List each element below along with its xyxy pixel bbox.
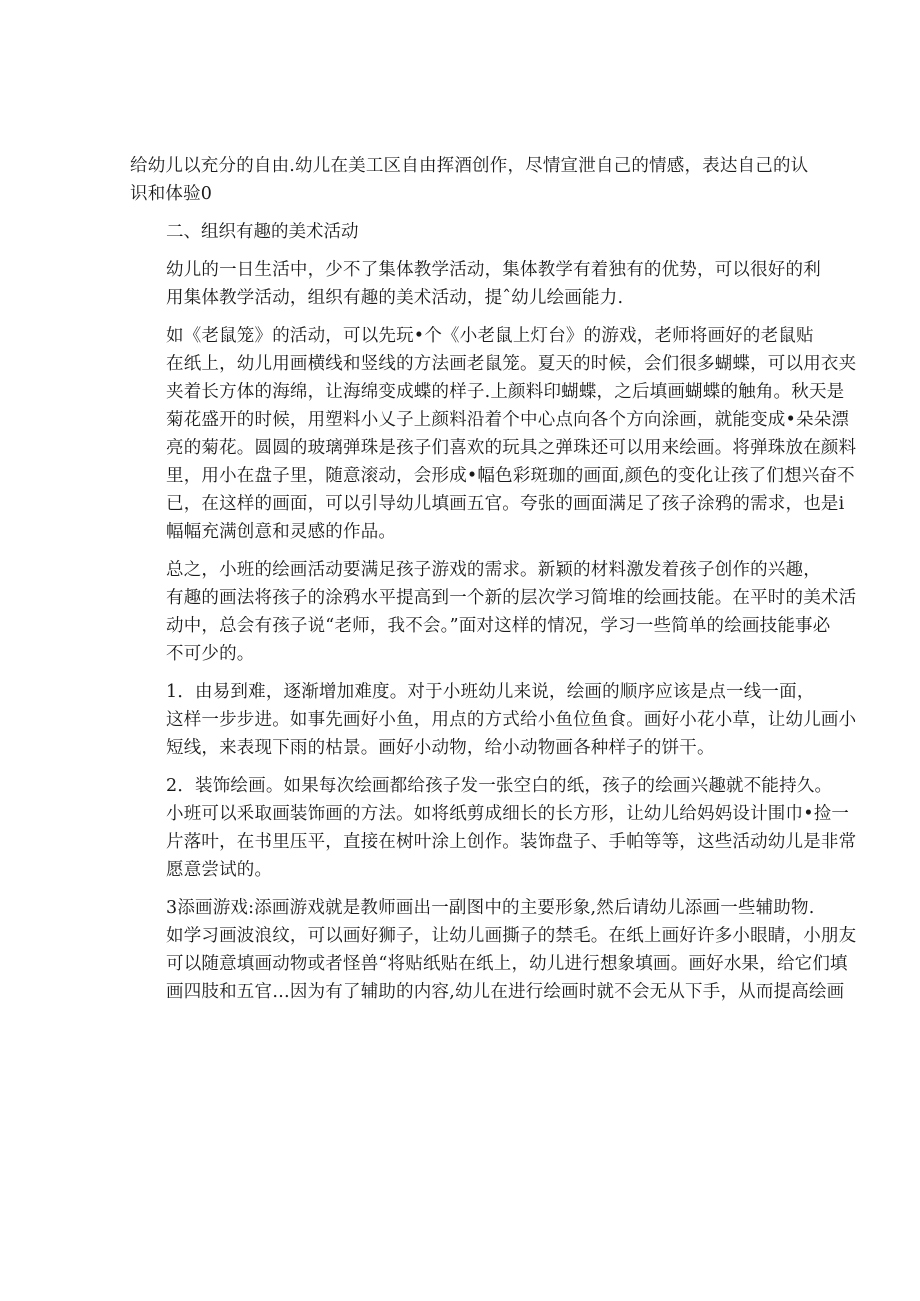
text-line: 在纸上，幼儿用画横线和竖线的方法画老鼠笼。夏天的时候，会们很多蝴蝶，可以用衣夹: [166, 354, 857, 374]
text-line: 里，用小在盘子里，随意滚动，会形成•幅色彩斑珈的画面,颜色的变化让孩了们想兴奋不: [166, 466, 855, 486]
text-line: 3添画游戏:添画游戏就是教师画出一副图中的主要形象,然后请幼儿添画一些辅助物.: [166, 898, 815, 918]
text-line: 如学习画波浪纹，可以画好狮子，让幼儿画撕子的禁毛。在纸上画好许多小眼睛，小朋友: [166, 926, 857, 946]
section-heading: [130, 218, 802, 246]
document-page: [130, 152, 857, 1016]
text-line: 愿意尝试的。: [166, 860, 273, 880]
text-line: 短线，来表现下雨的枯景。画好小动物，给小动物画各种样子的饼干。: [166, 738, 715, 758]
body-paragraph: [130, 678, 857, 762]
text-line: 幼儿的一日生活中，少不了集体教学活动，集体教学有着独有的优势，可以很好的利: [166, 260, 821, 280]
text-line: 用集体教学活动，组织有趣的美术活动，提ˆ幼儿绘画能力.: [166, 288, 624, 308]
text-line: 动中，总会有孩子说“老师，我不会。”面对这样的情况，学习一些简单的绘画技能事必: [166, 616, 831, 636]
text-line: 画四肢和五官…因为有了辅助的内容,幼儿在进行绘画时就不会无从下手，从而提高绘画: [166, 982, 845, 1002]
text-line: 这样一步步进。如事先画好小鱼，用点的方式给小鱼位鱼食。画好小花小草，让幼儿画小: [166, 710, 857, 730]
text-line: 二、组织有趣的美术活动: [166, 222, 359, 242]
body-paragraph: [130, 772, 857, 884]
text-line: 亮的菊花。圆圆的玻璃弹珠是孩子们喜欢的玩具之弹珠还可以用来绘画。将弹珠放在颜料: [166, 438, 857, 458]
body-paragraph: [130, 256, 821, 312]
text-line: 不可少的。: [166, 644, 255, 664]
text-line: 2．装饰绘画。如果每次绘画都给孩子发一张空白的纸，孩子的绘画兴趣就不能持久。: [166, 776, 833, 796]
body-paragraph: [130, 556, 857, 668]
text-line: 如《老鼠笼》的活动，可以先玩•个《小老鼠上灯台》的游戏，老师将画好的老鼠贴: [166, 326, 814, 346]
body-paragraph: [130, 152, 809, 208]
body-paragraph: [130, 322, 857, 546]
text-line: 幅幅充满创意和灵感的作品。: [166, 522, 397, 542]
text-line: 夹着长方体的海绵，让海绵变成蝶的样子.上颜料印蝴蝶，之后填画蝴蝶的触角。秋天是: [166, 382, 845, 402]
text-line: 已，在这样的画面，可以引导幼儿填画五官。夸张的画面满足了孩子涂鸦的需求，也是i: [166, 494, 845, 514]
body-paragraph: [130, 894, 857, 1006]
text-line: 给幼儿以充分的自由.幼儿在美工区自由挥酒创作，尽情宣泄自己的情感，表达自己的认: [130, 156, 809, 176]
text-line: 小班可以釆取画装饰画的方法。如将纸剪成细长的长方形，让幼儿给妈妈设计围巾•捡一: [166, 804, 850, 824]
text-line: 可以随意填画动物或者怪兽“将贴纸贴在纸上，幼儿进行想象填画。画好水果，给它们填: [166, 954, 848, 974]
text-line: 总之，小班的绘画活动要满足孩子游戏的需求。新颖的材料激发着孩子创作的兴趣，: [166, 560, 821, 580]
text-line: 片落叶，在书里压平，直接在树叶涂上创作。装饰盘子、手帕等等，这些活动幼儿是非常: [166, 832, 857, 852]
text-line: 识和体验0: [130, 184, 213, 204]
text-line: 1．由易到难，逐渐增加难度。对于小班幼儿来说，绘画的顺序应该是点一线一面，: [166, 682, 815, 702]
text-line: 菊花盛开的时候，用塑料小乂子上颜料沿着个中心点向各个方向涂画，就能变成•朵朵漂: [166, 410, 850, 430]
text-line: 有趣的画法将孩子的涂鸦水平提高到一个新的层次学习简堆的绘画技能。在平时的美术活: [166, 588, 857, 608]
